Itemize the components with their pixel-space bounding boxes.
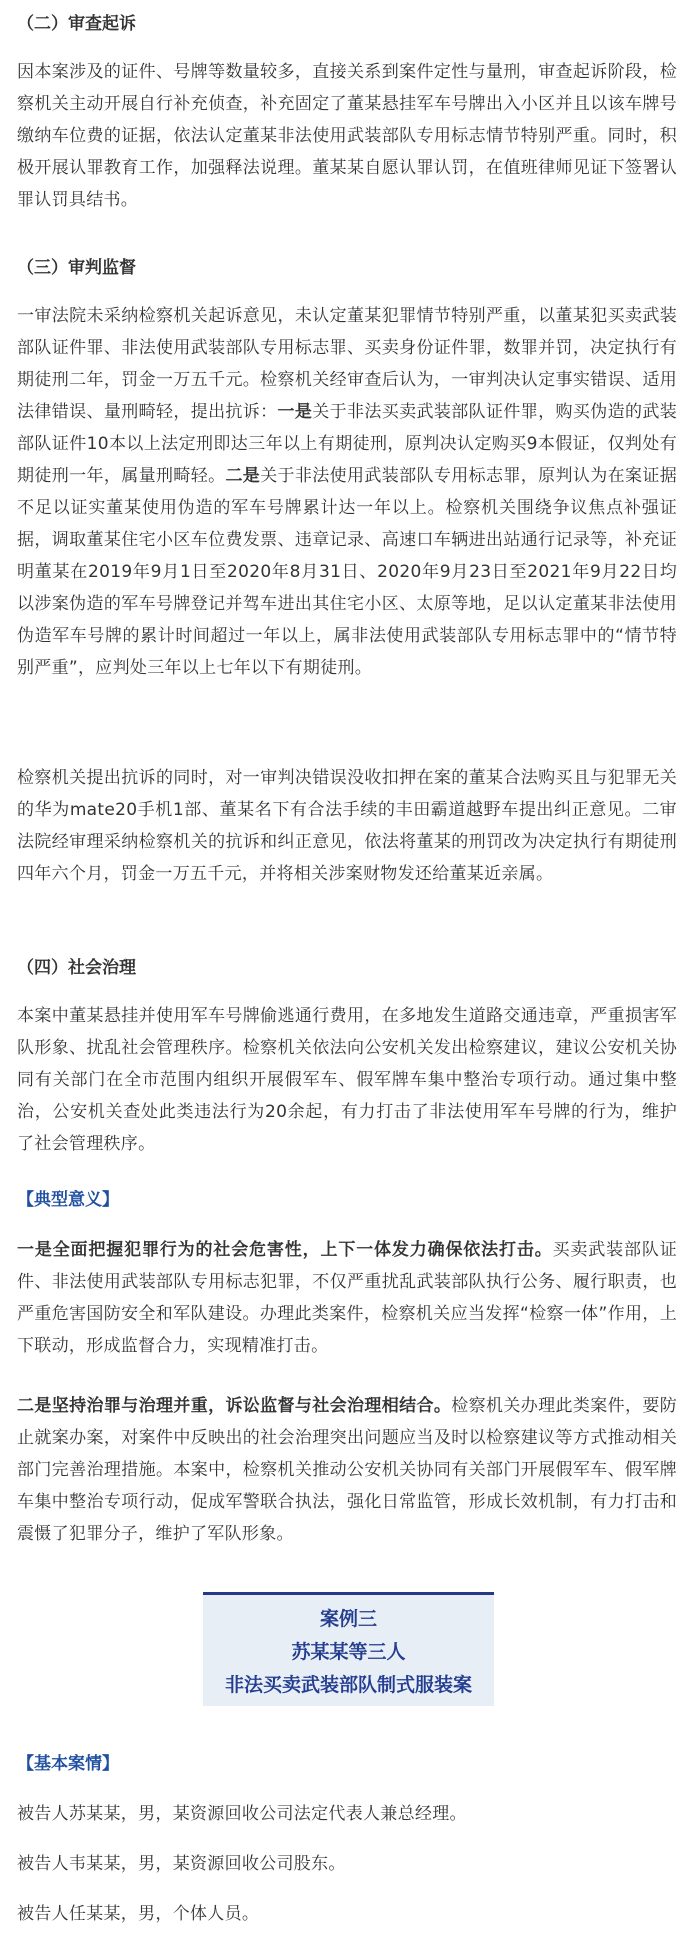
section-heading-social-governance: （四）社会治理 <box>17 958 136 978</box>
protest-point-two-label: 二是 <box>225 466 261 486</box>
significance-two-lead: 二是坚持治罪与治理并重，诉讼监督与社会治理相结合。 <box>17 1396 452 1416</box>
defendant-line-2: 被告人韦某某，男，某资源回收公司股东。 <box>17 1854 346 1874</box>
significance-two-body: 检察机关办理此类案件，要防止就案办案，对案件中反映出的社会治理突出问题应当及时以检察建议等方式推动相关部门完善治理措施。本案中，检察机关推动公安机关协同有关部门开展假军车、假军牌车集中整治专项行动，促成军警联合执法，强化日常监管，形成长效机制，有力打击和震慑了犯罪分子，维护了军队形象。 <box>17 1396 678 1544</box>
defendant-line-3: 被告人任某某，男，个体人员。 <box>17 1904 260 1924</box>
case-title-box <box>203 1592 494 1706</box>
section-heading-review-prosecution: （二）审查起诉 <box>17 14 136 34</box>
paragraph-review-prosecution: 因本案涉及的证件、号牌等数量较多，直接关系到案件定性与量刑，审查起诉阶段，检察机关主动开展自行补充侦查，补充固定了董某悬挂军车号牌出入小区并且以该车牌号缴纳车位费的证据，依法认定董某非法使用武装部队专用标志情节特别严重。同时，积极开展认罪教育工作，加强释法说理。董某某自愿认罪认罚，在值班律师见证下签署认罪认罚具结书。 <box>17 62 677 210</box>
paragraph-significance-two <box>17 1390 677 1550</box>
case-number: 案例三 <box>319 1608 377 1630</box>
paragraph-trial-supervision-protest <box>17 300 677 684</box>
protest-point-one-label: 一是 <box>277 402 313 422</box>
paragraph-significance-one <box>17 1234 677 1362</box>
defendant-line-1: 被告人苏某某，男，某资源回收公司法定代表人兼总经理。 <box>17 1804 467 1824</box>
significance-one-lead: 一是全面把握犯罪行为的社会危害性，上下一体发力确保依法打击。 <box>17 1240 553 1260</box>
protest-text-part1: 一审法院未采纳检察机关起诉意见，未认定董某犯罪情节特别严重，以董某犯买卖武装部队证件罪、非法使用武装部队专用标志罪、买卖身份证件罪，数罪并罚，决定执行有期徒刑二年，罚金一万五千元。检察机关经审查后认为，一审判决认定事实错误、适用法律错误、量刑畸轻，提出抗诉： <box>17 306 677 422</box>
case-defendants-title: 苏某某等三人 <box>291 1641 406 1663</box>
paragraph-social-governance: 本案中董某悬挂并使用军车号牌偷逃通行费用，在多地发生道路交通违章，严重损害军队形象、扰乱社会管理秩序。检察机关依法向公安机关发出检察建议，建议公安机关协同有关部门在全市范围内组织开展假军车、假军牌车集中整治专项行动。通过集中整治，公安机关查处此类违法行为20余起，有力打击了非法使用军车号牌的行为，维护了社会管理秩序。 <box>17 1006 677 1154</box>
case-name: 非法买卖武装部队制式服装案 <box>224 1674 472 1696</box>
significance-heading: 【典型意义】 <box>17 1190 119 1210</box>
protest-text-part3: 关于非法使用武装部队专用标志罪，原判认为在案证据不足以证实董某使用伪造的军车号牌累计达一年以上。检察机关围绕争议焦点补强证据，调取董某住宅小区车位费发票、违章记录、高速口车辆进出站通行记录等，补充证明董某在2019年9月1日至2020年8月31日、2020年9月23日至2021年9月22日均以涉案伪造的军车号牌登记并驾车进出其住宅小区、太原等地，足以认定董某非法使用伪造军车号牌的累计时间超过一年以上，属非法使用武装部队专用标志罪中的“情节特别严重”，应判处三年以上七年以下有期徒刑。 <box>17 466 677 678</box>
basic-facts-heading: 【基本案情】 <box>17 1754 119 1774</box>
paragraph-trial-supervision-correction: 检察机关提出抗诉的同时，对一审判决错误没收扣押在案的董某合法购买且与犯罪无关的华为mate20手机1部、董某名下有合法手续的丰田霸道越野车提出纠正意见。二审法院经审理采纳检察机关的抗诉和纠正意见，依法将董某的刑罚改为决定执行有期徒刑四年六个月，罚金一万五千元，并将相关涉案财物发还给董某近亲属。 <box>17 768 677 884</box>
protest-text-part2: 关于非法买卖武装部队证件罪，购买伪造的武装部队证件10本以上法定刑即达三年以上有期徒刑，原判决认定购买9本假证，仅判处有期徒刑一年，属量刑畸轻。 <box>17 402 677 486</box>
significance-one-body: 买卖武装部队证件、非法使用武装部队专用标志犯罪，不仅严重扰乱武装部队执行公务、履行职责，也严重危害国防安全和军队建设。办理此类案件，检察机关应当发挥“检察一体”作用，上下联动，形成监督合力，实现精准打击。 <box>17 1240 677 1356</box>
section-heading-trial-supervision: （三）审判监督 <box>17 258 136 278</box>
